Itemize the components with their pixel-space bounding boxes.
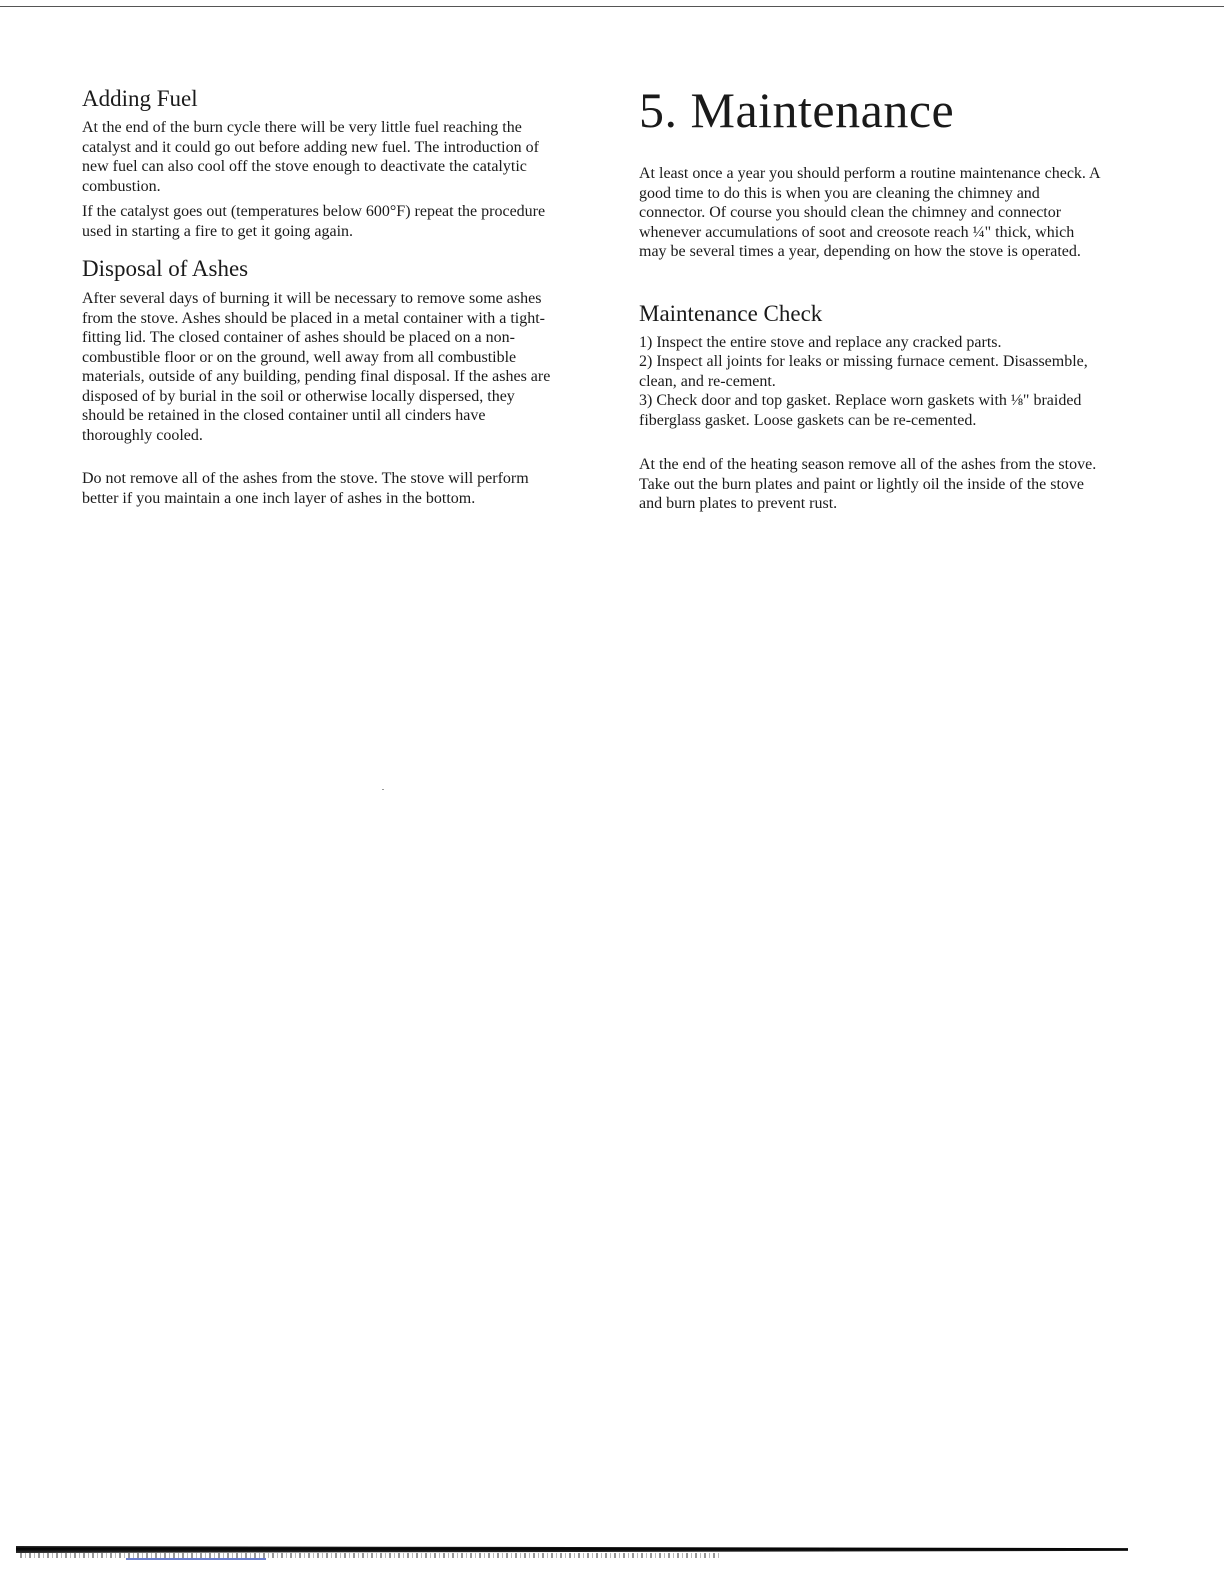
adding-fuel-paragraph-2: If the catalyst goes out (temperatures below 600°F) repeat the procedure used in starting a fire to get it going again.: [82, 203, 546, 240]
chapter-title: 5. Maintenance: [639, 82, 955, 138]
maintenance-check-heading: Maintenance Check: [639, 301, 823, 326]
bottom-scan-noise: [20, 1553, 720, 1558]
adding-fuel-paragraph-1: At the end of the burn cycle there will be very little fuel reaching the catalyst and it could go out before adding new fuel. The introduction of new fuel can also cool off the stove enough to deactivate the catalytic combustion.: [82, 119, 539, 195]
adding-fuel-heading: Adding Fuel: [82, 86, 198, 111]
disposal-of-ashes-paragraph-1: After several days of burning it will be necessary to remove some ashes from the stove. Ashes should be placed in a metal container with a tight-fitting lid. The closed container of ashes should be placed on a non-combustible floor or on the ground, well away from all combustible materials, outside of any building, pending final disposal. If the ashes are disposed of by burial in the soil or otherwise locally dispersed, they should be retained in the closed container until all cinders have thoroughly cooled.: [82, 290, 551, 444]
disposal-of-ashes-paragraph-2: Do not remove all of the ashes from the stove. The stove will perform better if you maintain a one inch layer of ashes in the bottom.: [82, 470, 529, 507]
bottom-scan-edge: [16, 1546, 1128, 1553]
maintenance-step-2: 2) Inspect all joints for leaks or missing furnace cement. Disassemble, clean, and re-cement.: [639, 353, 1088, 390]
scan-speck: [382, 789, 384, 790]
bottom-blue-mark: [126, 1558, 266, 1560]
maintenance-step-3: 3) Check door and top gasket. Replace worn gaskets with ⅛" braided fiberglass gasket. Loose gaskets can be re-cemented.: [639, 392, 1082, 429]
maintenance-intro-paragraph: At least once a year you should perform a routine maintenance check. A good time to do this is when you are cleaning the chimney and connector. Of course you should clean the chimney and connector whenever accumulations of soot and creosote reach ¼" thick, which may be several times a year, depending on how the stove is operated.: [639, 165, 1100, 260]
maintenance-step-1: 1) Inspect the entire stove and replace any cracked parts.: [639, 334, 1002, 351]
disposal-of-ashes-heading: Disposal of Ashes: [82, 256, 249, 281]
maintenance-closing-paragraph: At the end of the heating season remove all of the ashes from the stove. Take out the burn plates and paint or lightly oil the inside of the stove and burn plates to prevent rust.: [639, 456, 1097, 512]
top-border-line: [0, 6, 1224, 7]
